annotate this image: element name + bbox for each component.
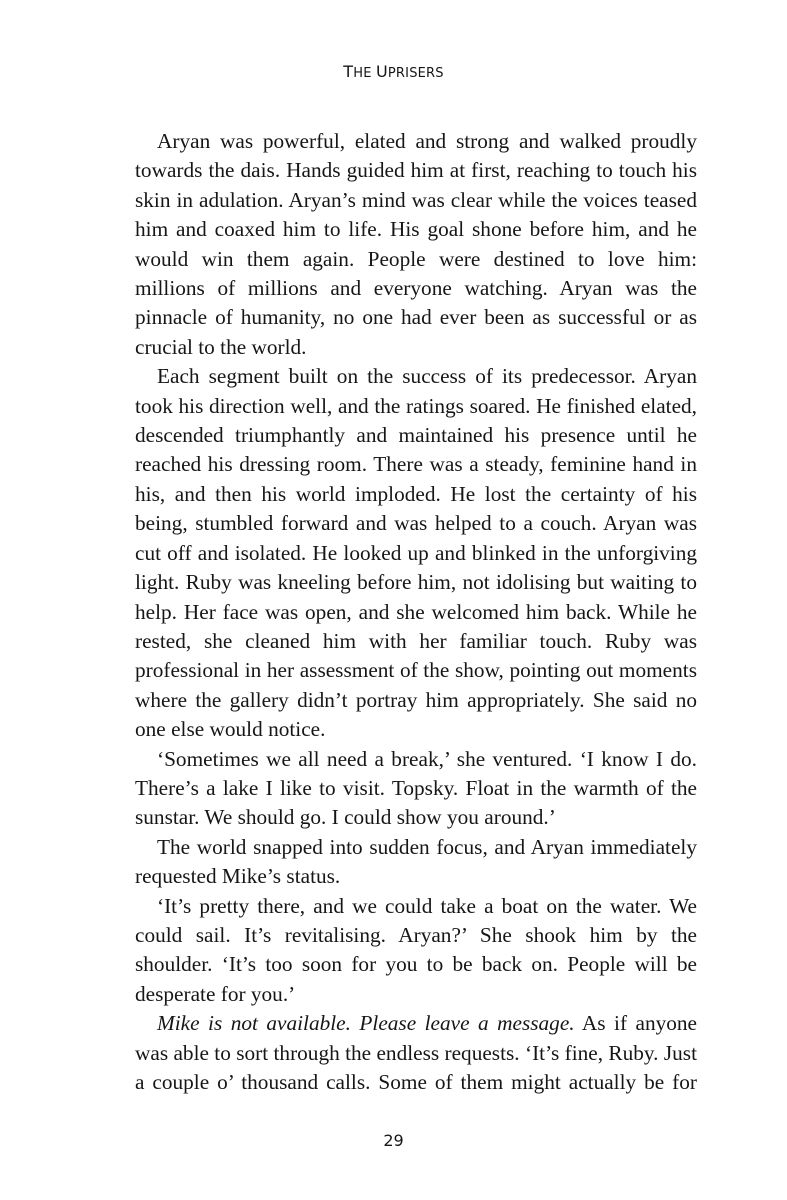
header-title-second-rest: PRISERS xyxy=(387,66,444,81)
body-text xyxy=(135,127,697,1097)
page-number: 29 xyxy=(383,1131,404,1150)
paragraph: ‘It’s pretty there, and we could take a boat on the water. We could sail. It’s revitalising. Aryan?’ She shook him by the shoulder. ‘It’s too soon for you to be back on. People will be desperate for you.’ xyxy=(135,893,697,1006)
paragraph: Each segment built on the success of its predecessor. Aryan took his direction well, and the ratings soared. He finished elated, descended triumphantly and maintained his presence until he reached his dressing room. There was a steady, feminine hand in his, and then his world imploded. He lost the certainty of his being, stumbled forward and was helped to a couch. Aryan was cut off and isolated. He looked up and blinked in the unforgiving light. Ruby was kneeling before him, not idolising but waiting to help. Her face was open, and she welcomed him back. While he rested, she cleaned him with her familiar touch. Ruby was professional in her assessment of the show, pointing out moments where the gallery didn’t portray him appropriately. She said no one else would notice. xyxy=(135,364,697,742)
header-title-second-cap: U xyxy=(375,62,388,81)
paragraph xyxy=(135,1009,697,1097)
header-title-first-rest: HE xyxy=(353,66,376,81)
paragraph-continuation: As if anyone was able to sort through the endless requests. ‘It’s fine, Ruby. Just a couple o’ thousand calls. Some of them might actually be for xyxy=(135,1011,697,1094)
paragraph: ‘Sometimes we all need a break,’ she ventured. ‘I know I do. There’s a lake I like to visit. Topsky. Float in the warmth of the sunstar. We should go. I could show you around.’ xyxy=(135,746,697,830)
header-title-first-cap: T xyxy=(343,62,354,81)
paragraph: Aryan was powerful, elated and strong and walked proudly towards the dais. Hands guided him at first, reaching to touch his skin in adulation. Aryan’s mind was clear while the voices teased him and coaxed him to life. His goal shone before him, and he would win them again. People were destined to love him: millions of millions and everyone watching. Aryan was the pinnacle of humanity, no one had ever been as successful or as crucial to the world. xyxy=(135,129,697,359)
running-header xyxy=(0,62,787,81)
italic-message: Mike is not available. Please leave a message. xyxy=(157,1011,575,1036)
paragraph: The world snapped into sudden focus, and Aryan immediately requested Mike’s status. xyxy=(135,834,697,889)
